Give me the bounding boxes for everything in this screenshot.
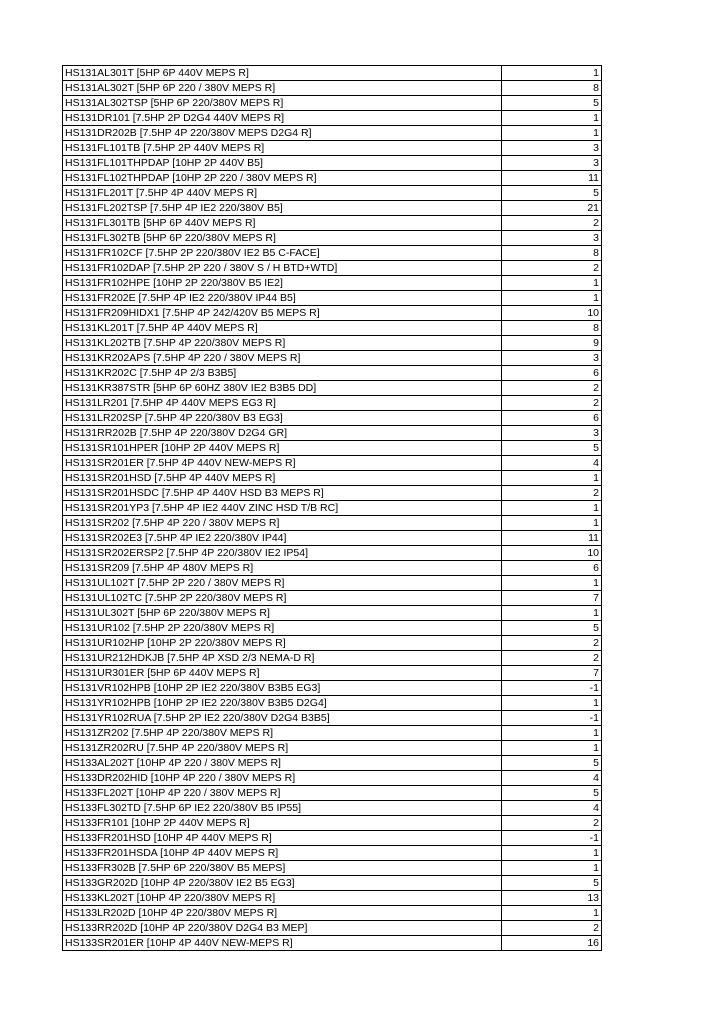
table-row	[63, 636, 602, 651]
item-description-cell: HS131FR102CF [7.5HP 2P 220/380V IE2 B5 C-FACE]	[63, 246, 502, 261]
quantity-cell: 3	[502, 351, 602, 366]
quantity-cell: 1	[502, 576, 602, 591]
table-row	[63, 396, 602, 411]
item-description-cell: HS131ZR202 [7.5HP 4P 220/380V MEPS R]	[63, 726, 502, 741]
table-row	[63, 276, 602, 291]
quantity-cell: 1	[502, 606, 602, 621]
item-description-cell: HS131SR201ER [7.5HP 4P 440V NEW-MEPS R]	[63, 456, 502, 471]
table-row	[63, 411, 602, 426]
item-description-cell: HS131FR202E [7.5HP 4P IE2 220/380V IP44 B5]	[63, 291, 502, 306]
quantity-cell: 5	[502, 786, 602, 801]
item-description-cell: HS131UL102T [7.5HP 2P 220 / 380V MEPS R]	[63, 576, 502, 591]
quantity-cell: 1	[502, 741, 602, 756]
table-row	[63, 906, 602, 921]
table-row	[63, 741, 602, 756]
item-description-cell: HS131SR201HSD [7.5HP 4P 440V MEPS R]	[63, 471, 502, 486]
table-row	[63, 771, 602, 786]
item-description-cell: HS131FL101THPDAP [10HP 2P 440V B5]	[63, 156, 502, 171]
quantity-cell: 11	[502, 531, 602, 546]
quantity-cell: 2	[502, 816, 602, 831]
quantity-cell: 7	[502, 666, 602, 681]
table-row	[63, 261, 602, 276]
quantity-cell: 5	[502, 756, 602, 771]
quantity-cell: 4	[502, 456, 602, 471]
table-row	[63, 786, 602, 801]
quantity-cell: 1	[502, 696, 602, 711]
item-description-cell: HS133AL202T [10HP 4P 220 / 380V MEPS R]	[63, 756, 502, 771]
table-row	[63, 186, 602, 201]
item-description-cell: HS131SR201HSDC [7.5HP 4P 440V HSD B3 MEPS R]	[63, 486, 502, 501]
table-row	[63, 681, 602, 696]
table-row	[63, 426, 602, 441]
quantity-cell: 10	[502, 546, 602, 561]
item-description-cell: HS133FR101 [10HP 2P 440V MEPS R]	[63, 816, 502, 831]
item-description-cell: HS131UR212HDKJB [7.5HP 4P XSD 2/3 NEMA-D R]	[63, 651, 502, 666]
quantity-cell: 6	[502, 411, 602, 426]
table-row	[63, 291, 602, 306]
quantity-cell: 1	[502, 516, 602, 531]
item-description-cell: HS133FL302TD [7.5HP 6P IE2 220/380V B5 IP55]	[63, 801, 502, 816]
item-description-cell: HS131AL301T [5HP 6P 440V MEPS R]	[63, 66, 502, 81]
quantity-cell: 2	[502, 216, 602, 231]
quantity-cell: 2	[502, 636, 602, 651]
item-description-cell: HS131SR202 [7.5HP 4P 220 / 380V MEPS R]	[63, 516, 502, 531]
table-row	[63, 81, 602, 96]
quantity-cell: 1	[502, 501, 602, 516]
quantity-cell: 1	[502, 861, 602, 876]
quantity-cell: -1	[502, 681, 602, 696]
item-description-cell: HS131LR202SP [7.5HP 4P 220/380V B3 EG3]	[63, 411, 502, 426]
item-description-cell: HS131KL201T [7.5HP 4P 440V MEPS R]	[63, 321, 502, 336]
quantity-cell: 8	[502, 321, 602, 336]
item-description-cell: HS131FL301TB [5HP 6P 440V MEPS R]	[63, 216, 502, 231]
quantity-cell: 4	[502, 801, 602, 816]
table-row	[63, 816, 602, 831]
quantity-cell: -1	[502, 831, 602, 846]
item-description-cell: HS131KR202APS [7.5HP 4P 220 / 380V MEPS R]	[63, 351, 502, 366]
item-description-cell: HS133SR201ER [10HP 4P 440V NEW-MEPS R]	[63, 936, 502, 951]
quantity-cell: 1	[502, 126, 602, 141]
item-description-cell: HS131SR201YP3 [7.5HP 4P IE2 440V ZINC HSD T/B RC]	[63, 501, 502, 516]
item-description-cell: HS131UR102HP [10HP 2P 220/380V MEPS R]	[63, 636, 502, 651]
table-row	[63, 861, 602, 876]
quantity-cell: 5	[502, 96, 602, 111]
table-row	[63, 936, 602, 951]
quantity-cell: 1	[502, 111, 602, 126]
item-description-cell: HS131DR202B [7.5HP 4P 220/380V MEPS D2G4 R]	[63, 126, 502, 141]
table-row	[63, 591, 602, 606]
item-description-cell: HS131FL302TB [5HP 6P 220/380V MEPS R]	[63, 231, 502, 246]
quantity-cell: 13	[502, 891, 602, 906]
quantity-cell: 2	[502, 651, 602, 666]
table-row	[63, 456, 602, 471]
quantity-cell: 6	[502, 561, 602, 576]
quantity-cell: 21	[502, 201, 602, 216]
table-row	[63, 921, 602, 936]
quantity-cell: 3	[502, 156, 602, 171]
table-row	[63, 66, 602, 81]
item-description-cell: HS133RR202D [10HP 4P 220/380V D2G4 B3 MEP]	[63, 921, 502, 936]
item-description-cell: HS131AL302T [5HP 6P 220 / 380V MEPS R]	[63, 81, 502, 96]
item-description-cell: HS133DR202HID [10HP 4P 220 / 380V MEPS R]	[63, 771, 502, 786]
table-row	[63, 831, 602, 846]
item-description-cell: HS131YR102HPB [10HP 2P IE2 220/380V B3B5 D2G4]	[63, 696, 502, 711]
quantity-cell: 6	[502, 366, 602, 381]
item-description-cell: HS131FL201T [7.5HP 4P 440V MEPS R]	[63, 186, 502, 201]
item-description-cell: HS131YR102RUA [7.5HP 2P IE2 220/380V D2G4 B3B5]	[63, 711, 502, 726]
inventory-table-body	[63, 66, 602, 951]
quantity-cell: 10	[502, 306, 602, 321]
table-row	[63, 501, 602, 516]
table-row	[63, 801, 602, 816]
item-description-cell: HS131UR301ER [5HP 6P 440V MEPS R]	[63, 666, 502, 681]
quantity-cell: 2	[502, 486, 602, 501]
quantity-cell: 1	[502, 906, 602, 921]
item-description-cell: HS133FR201HSD [10HP 4P 440V MEPS R]	[63, 831, 502, 846]
table-row	[63, 96, 602, 111]
quantity-cell: 8	[502, 246, 602, 261]
table-row	[63, 441, 602, 456]
quantity-cell: 1	[502, 276, 602, 291]
table-row	[63, 696, 602, 711]
quantity-cell: 1	[502, 471, 602, 486]
item-description-cell: HS133KL202T [10HP 4P 220/380V MEPS R]	[63, 891, 502, 906]
quantity-cell: 3	[502, 426, 602, 441]
table-row	[63, 621, 602, 636]
item-description-cell: HS131AL302TSP [5HP 6P 220/380V MEPS R]	[63, 96, 502, 111]
table-row	[63, 306, 602, 321]
table-row	[63, 756, 602, 771]
item-description-cell: HS133FL202T [10HP 4P 220 / 380V MEPS R]	[63, 786, 502, 801]
item-description-cell: HS131FL202TSP [7.5HP 4P IE2 220/380V B5]	[63, 201, 502, 216]
quantity-cell: 7	[502, 591, 602, 606]
item-description-cell: HS131UL102TC [7.5HP 2P 220/380V MEPS R]	[63, 591, 502, 606]
inventory-sheet	[62, 65, 601, 951]
table-row	[63, 111, 602, 126]
table-row	[63, 561, 602, 576]
table-row	[63, 471, 602, 486]
table-row	[63, 576, 602, 591]
item-description-cell: HS131FL102THPDAP [10HP 2P 220 / 380V MEPS R]	[63, 171, 502, 186]
item-description-cell: HS133FR201HSDA [10HP 4P 440V MEPS R]	[63, 846, 502, 861]
table-row	[63, 726, 602, 741]
item-description-cell: HS133FR302B [7.5HP 6P 220/380V B5 MEPS]	[63, 861, 502, 876]
quantity-cell: 9	[502, 336, 602, 351]
table-row	[63, 201, 602, 216]
quantity-cell: 2	[502, 921, 602, 936]
quantity-cell: 5	[502, 186, 602, 201]
quantity-cell: 8	[502, 81, 602, 96]
quantity-cell: 5	[502, 876, 602, 891]
item-description-cell: HS133GR202D [10HP 4P 220/380V IE2 B5 EG3]	[63, 876, 502, 891]
item-description-cell: HS133LR202D [10HP 4P 220/380V MEPS R]	[63, 906, 502, 921]
item-description-cell: HS131FL101TB [7.5HP 2P 440V MEPS R]	[63, 141, 502, 156]
quantity-cell: 3	[502, 231, 602, 246]
table-row	[63, 171, 602, 186]
inventory-table	[62, 65, 602, 951]
table-row	[63, 486, 602, 501]
item-description-cell: HS131KL202TB [7.5HP 4P 220/380V MEPS R]	[63, 336, 502, 351]
table-row	[63, 651, 602, 666]
table-row	[63, 366, 602, 381]
quantity-cell: 1	[502, 291, 602, 306]
item-description-cell: HS131UL302T [5HP 6P 220/380V MEPS R]	[63, 606, 502, 621]
item-description-cell: HS131VR102HPB [10HP 2P IE2 220/380V B3B5 EG3]	[63, 681, 502, 696]
quantity-cell: 2	[502, 261, 602, 276]
quantity-cell: 3	[502, 141, 602, 156]
table-row	[63, 351, 602, 366]
table-row	[63, 141, 602, 156]
table-row	[63, 546, 602, 561]
quantity-cell: 1	[502, 846, 602, 861]
table-row	[63, 216, 602, 231]
quantity-cell: 4	[502, 771, 602, 786]
table-row	[63, 321, 602, 336]
item-description-cell: HS131SR202E3 [7.5HP 4P IE2 220/380V IP44]	[63, 531, 502, 546]
table-row	[63, 246, 602, 261]
table-row	[63, 711, 602, 726]
quantity-cell: 5	[502, 621, 602, 636]
quantity-cell: 1	[502, 66, 602, 81]
table-row	[63, 516, 602, 531]
item-description-cell: HS131ZR202RU [7.5HP 4P 220/380V MEPS R]	[63, 741, 502, 756]
item-description-cell: HS131RR202B [7.5HP 4P 220/380V D2G4 GR]	[63, 426, 502, 441]
table-row	[63, 666, 602, 681]
table-row	[63, 606, 602, 621]
item-description-cell: HS131UR102 [7.5HP 2P 220/380V MEPS R]	[63, 621, 502, 636]
item-description-cell: HS131KR202C [7.5HP 4P 2/3 B3B5]	[63, 366, 502, 381]
table-row	[63, 381, 602, 396]
item-description-cell: HS131DR101 [7.5HP 2P D2G4 440V MEPS R]	[63, 111, 502, 126]
item-description-cell: HS131FR209HIDX1 [7.5HP 4P 242/420V B5 MEPS R]	[63, 306, 502, 321]
table-row	[63, 156, 602, 171]
item-description-cell: HS131SR101HPER [10HP 2P 440V MEPS R]	[63, 441, 502, 456]
table-row	[63, 336, 602, 351]
table-row	[63, 846, 602, 861]
table-row	[63, 126, 602, 141]
item-description-cell: HS131LR201 [7.5HP 4P 440V MEPS EG3 R]	[63, 396, 502, 411]
item-description-cell: HS131KR387STR [5HP 6P 60HZ 380V IE2 B3B5 DD]	[63, 381, 502, 396]
quantity-cell: 1	[502, 726, 602, 741]
quantity-cell: 11	[502, 171, 602, 186]
quantity-cell: 5	[502, 441, 602, 456]
quantity-cell: 2	[502, 381, 602, 396]
quantity-cell: 2	[502, 396, 602, 411]
item-description-cell: HS131FR102HPE [10HP 2P 220/380V B5 IE2]	[63, 276, 502, 291]
table-row	[63, 891, 602, 906]
item-description-cell: HS131SR202ERSP2 [7.5HP 4P 220/380V IE2 IP54]	[63, 546, 502, 561]
table-row	[63, 531, 602, 546]
item-description-cell: HS131FR102DAP [7.5HP 2P 220 / 380V S / H BTD+WTD]	[63, 261, 502, 276]
table-row	[63, 231, 602, 246]
table-row	[63, 876, 602, 891]
quantity-cell: 16	[502, 936, 602, 951]
quantity-cell: -1	[502, 711, 602, 726]
item-description-cell: HS131SR209 [7.5HP 4P 480V MEPS R]	[63, 561, 502, 576]
